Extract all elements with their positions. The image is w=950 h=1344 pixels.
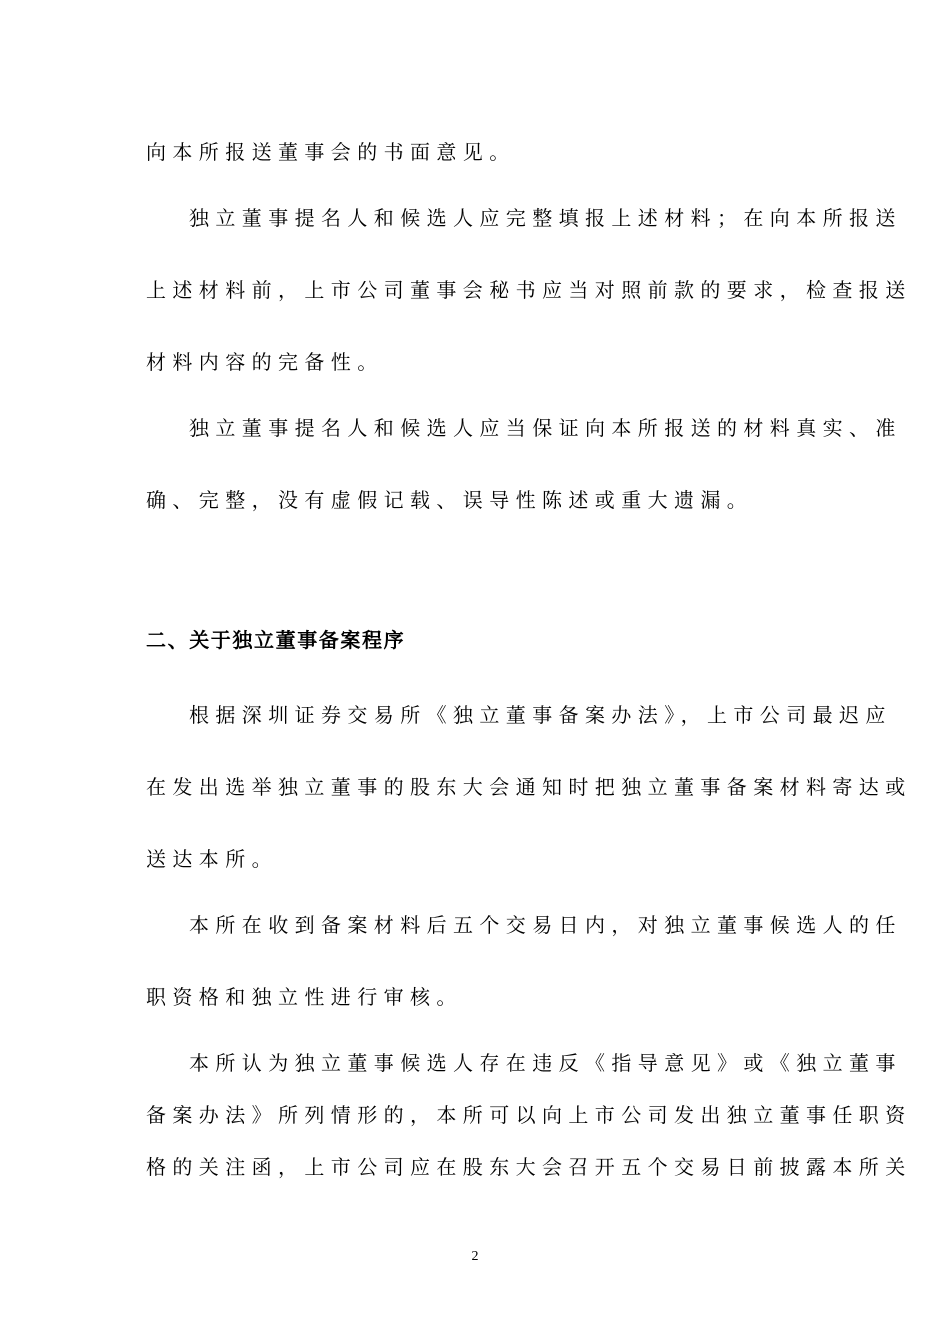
text-line: 确、完整，没有虚假记载、误导性陈述或重大遗漏。 (146, 488, 754, 512)
text-line: 职资格和独立性进行审核。 (146, 985, 463, 1009)
text-line: 向本所报送董事会的书面意见。 (146, 140, 516, 164)
paragraph-first-line: 独立董事提名人和候选人应完整填报上述材料；在向本所报送 (189, 206, 902, 230)
section-heading: 二、关于独立董事备案程序 (146, 628, 406, 652)
text-line: 材料内容的完备性。 (146, 350, 384, 374)
paragraph-first-line: 独立董事提名人和候选人应当保证向本所报送的材料真实、准 (189, 416, 902, 440)
text-line: 在发出选举独立董事的股东大会通知时把独立董事备案材料寄达或 (146, 775, 912, 799)
paragraph-first-line: 根据深圳证券交易所《独立董事备案办法》，上市公司最迟应 (189, 703, 892, 727)
page-number: 2 (471, 1249, 479, 1264)
paragraph-first-line: 本所在收到备案材料后五个交易日内，对独立董事候选人的任 (189, 913, 902, 937)
text-line: 格的关注函，上市公司应在股东大会召开五个交易日前披露本所关 (146, 1155, 912, 1179)
text-line: 上述材料前，上市公司董事会秘书应当对照前款的要求，检查报送 (146, 278, 912, 302)
text-line: 送达本所。 (146, 847, 278, 871)
paragraph-first-line: 本所认为独立董事候选人存在违反《指导意见》或《独立董事 (189, 1051, 902, 1075)
text-line: 备案办法》所列情形的，本所可以向上市公司发出独立董事任职资 (146, 1103, 912, 1127)
